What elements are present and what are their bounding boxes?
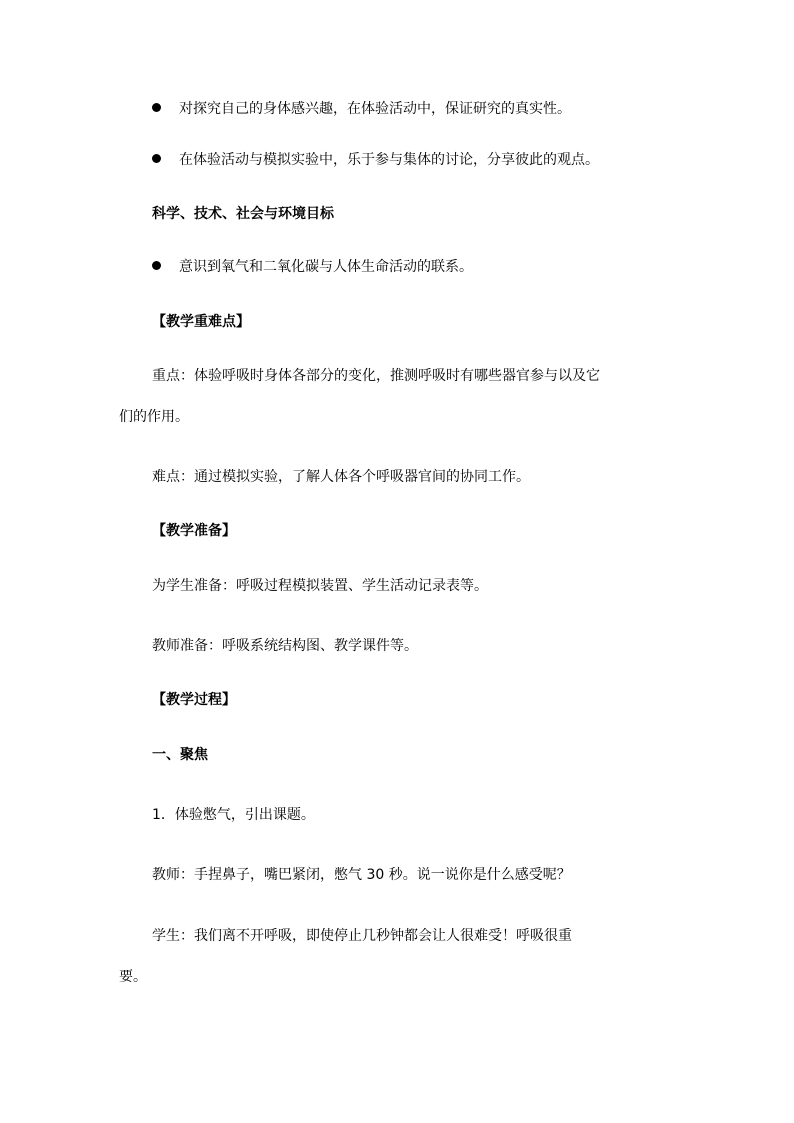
- bullet-item-discussion: [152, 150, 599, 170]
- prep-students-text: 为学生准备：呼吸过程模拟装置、学生活动记录表等。: [152, 578, 488, 594]
- bullet-item-oxygen: [152, 257, 473, 277]
- bullet-item-interest: [152, 99, 571, 119]
- key-point-text-line1: 重点：体验呼吸时身体各部分的变化，推测呼吸时有哪些器官参与以及它: [152, 368, 600, 384]
- bullet-dot: [152, 261, 161, 270]
- prep-heading: 【教学准备】: [152, 523, 236, 539]
- section-one-heading: 一、聚焦: [152, 747, 208, 763]
- bullet-text: 对探究自己的身体感兴趣，在体验活动中，保证研究的真实性。: [179, 101, 571, 117]
- bullet-dot: [152, 154, 161, 163]
- sts-heading: 科学、技术、社会与环境目标: [152, 206, 334, 222]
- bullet-dot: [152, 103, 161, 112]
- difficulty-text: 难点：通过模拟实验，了解人体各个呼吸器官间的协同工作。: [152, 469, 530, 485]
- step-one-text: 1．体验憋气，引出课题。: [152, 807, 315, 823]
- teacher-dialogue: 教师：手捏鼻子，嘴巴紧闭，憋气 30 秒。说一说你是什么感受呢？: [152, 867, 571, 883]
- key-point-text-line2: 们的作用。: [119, 409, 189, 425]
- process-heading: 【教学过程】: [152, 692, 236, 708]
- student-dialogue-line2: 要。: [119, 969, 147, 985]
- bullet-text: 在体验活动与模拟实验中，乐于参与集体的讨论，分享彼此的观点。: [179, 152, 599, 168]
- prep-teacher-text: 教师准备：呼吸系统结构图、教学课件等。: [152, 638, 418, 654]
- student-dialogue-line1: 学生：我们离不开呼吸，即使停止几秒钟都会让人很难受！呼吸很重: [152, 928, 572, 944]
- key-points-heading: 【教学重难点】: [152, 314, 250, 330]
- bullet-text: 意识到氧气和二氧化碳与人体生命活动的联系。: [179, 259, 473, 275]
